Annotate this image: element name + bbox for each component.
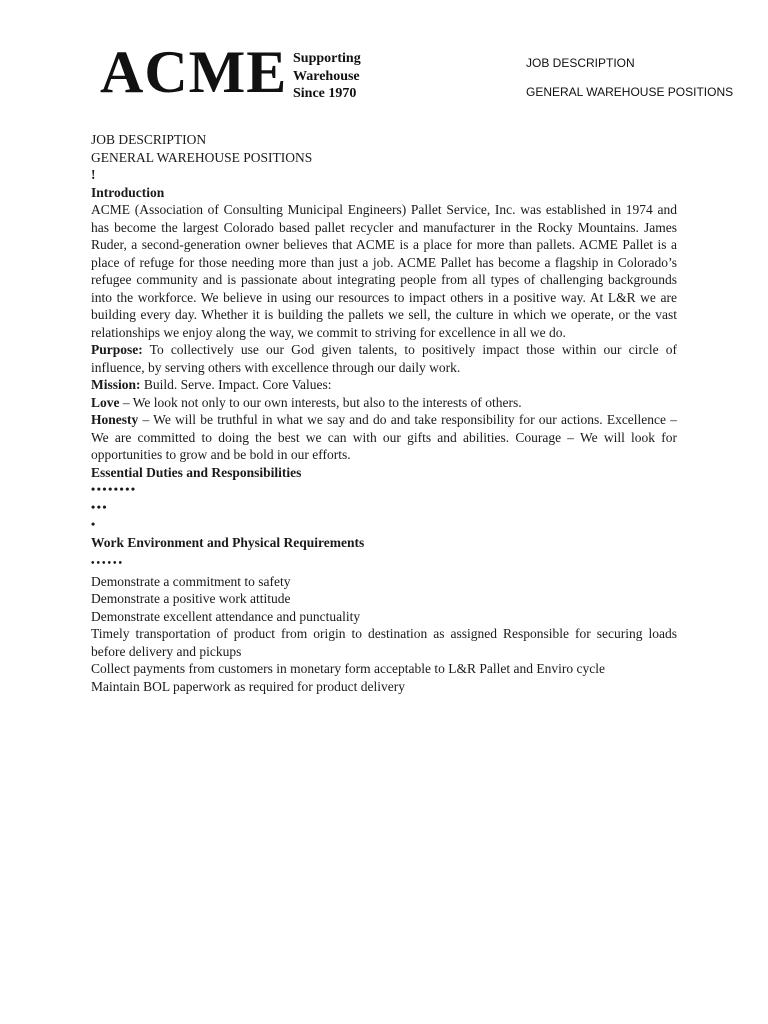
acme-logo: ACME bbox=[100, 39, 288, 105]
work-environment-heading: Work Environment and Physical Requirements bbox=[91, 534, 365, 550]
bullet-row-2: ••• bbox=[91, 499, 109, 514]
mission-paragraph bbox=[91, 376, 677, 394]
doc-title-1: JOB DESCRIPTION bbox=[91, 132, 207, 147]
tagline bbox=[293, 50, 361, 103]
list-item: Demonstrate excellent attendance and punctuality bbox=[91, 608, 361, 624]
document-body bbox=[91, 131, 677, 695]
purpose-text: To collectively use our God given talents, to positively impact those within our circle of influence, by serving others with excellence through our daily work. bbox=[91, 342, 677, 375]
love-label: Love bbox=[91, 394, 120, 410]
list-item: Maintain BOL paperwork as required for product delivery bbox=[91, 678, 406, 694]
exclamation-mark: ! bbox=[91, 167, 96, 182]
purpose-label: Purpose: bbox=[91, 342, 143, 357]
doc-title-2: GENERAL WAREHOUSE POSITIONS bbox=[91, 149, 313, 165]
list-item: Demonstrate a commitment to safety bbox=[91, 573, 291, 589]
bullet-row-3: • bbox=[91, 517, 97, 531]
duties-heading: Essential Duties and Responsibilities bbox=[91, 464, 302, 480]
purpose-paragraph bbox=[91, 341, 677, 376]
intro-heading: Introduction bbox=[91, 184, 165, 200]
tagline-line-3: Since 1970 bbox=[293, 86, 357, 101]
tagline-line-1: Supporting bbox=[293, 51, 361, 66]
intro-paragraph: ACME (Association of Consulting Municipal Engineers) Pallet Service, Inc. was established in 1974 and has become the largest Colorado based pallet recycler and manufacturer in the Rocky Mountains. James Ruder, a second-generation owner believes that ACME is a place for more than pallets. ACME Pallet is a place of refuge for those needing more than just a job. ACME Pallet has become a flagship in Colorado’s refugee community and is passionate about integrating people from all types of challenging backgrounds into the workforce. We believe in using our resources to impact others in a positive way. At L&R we are building every day. Whether it is building the pallets we sell, the culture in which we operate, or the vast relationships we enjoy along the way, we commit to striving for excellence in all we do. bbox=[91, 202, 677, 340]
bullet-row-1: •••••••• bbox=[91, 482, 137, 496]
list-item: Demonstrate a positive work attitude bbox=[91, 591, 291, 606]
header-job-description: JOB DESCRIPTION bbox=[526, 56, 635, 70]
honesty-label: Honesty bbox=[91, 412, 139, 427]
love-paragraph bbox=[91, 394, 677, 412]
bullet-row-4: •••••• bbox=[91, 558, 125, 569]
love-text: – We look not only to our own interests, but also to the interests of others. bbox=[119, 394, 522, 410]
tagline-line-2: Warehouse bbox=[293, 68, 360, 84]
list-item: Timely transportation of product from origin to destination as assigned Responsible for securing loads before delivery and pickups bbox=[91, 626, 677, 659]
honesty-paragraph bbox=[91, 411, 677, 464]
honesty-text: – We will be truthful in what we say and do and take responsibility for our actions. Excellence – We are committed to doing the best we can with our gifts and abilities. Courage – We will look for opportunities to grow and be bold in our efforts. bbox=[91, 412, 677, 462]
mission-label: Mission: bbox=[91, 377, 141, 392]
mission-text: Build. Serve. Impact. Core Values: bbox=[140, 377, 332, 392]
header-general-warehouse: GENERAL WAREHOUSE POSITIONS bbox=[526, 85, 734, 99]
list-item: Collect payments from customers in monetary form acceptable to L&R Pallet and Enviro cycle bbox=[91, 661, 605, 676]
